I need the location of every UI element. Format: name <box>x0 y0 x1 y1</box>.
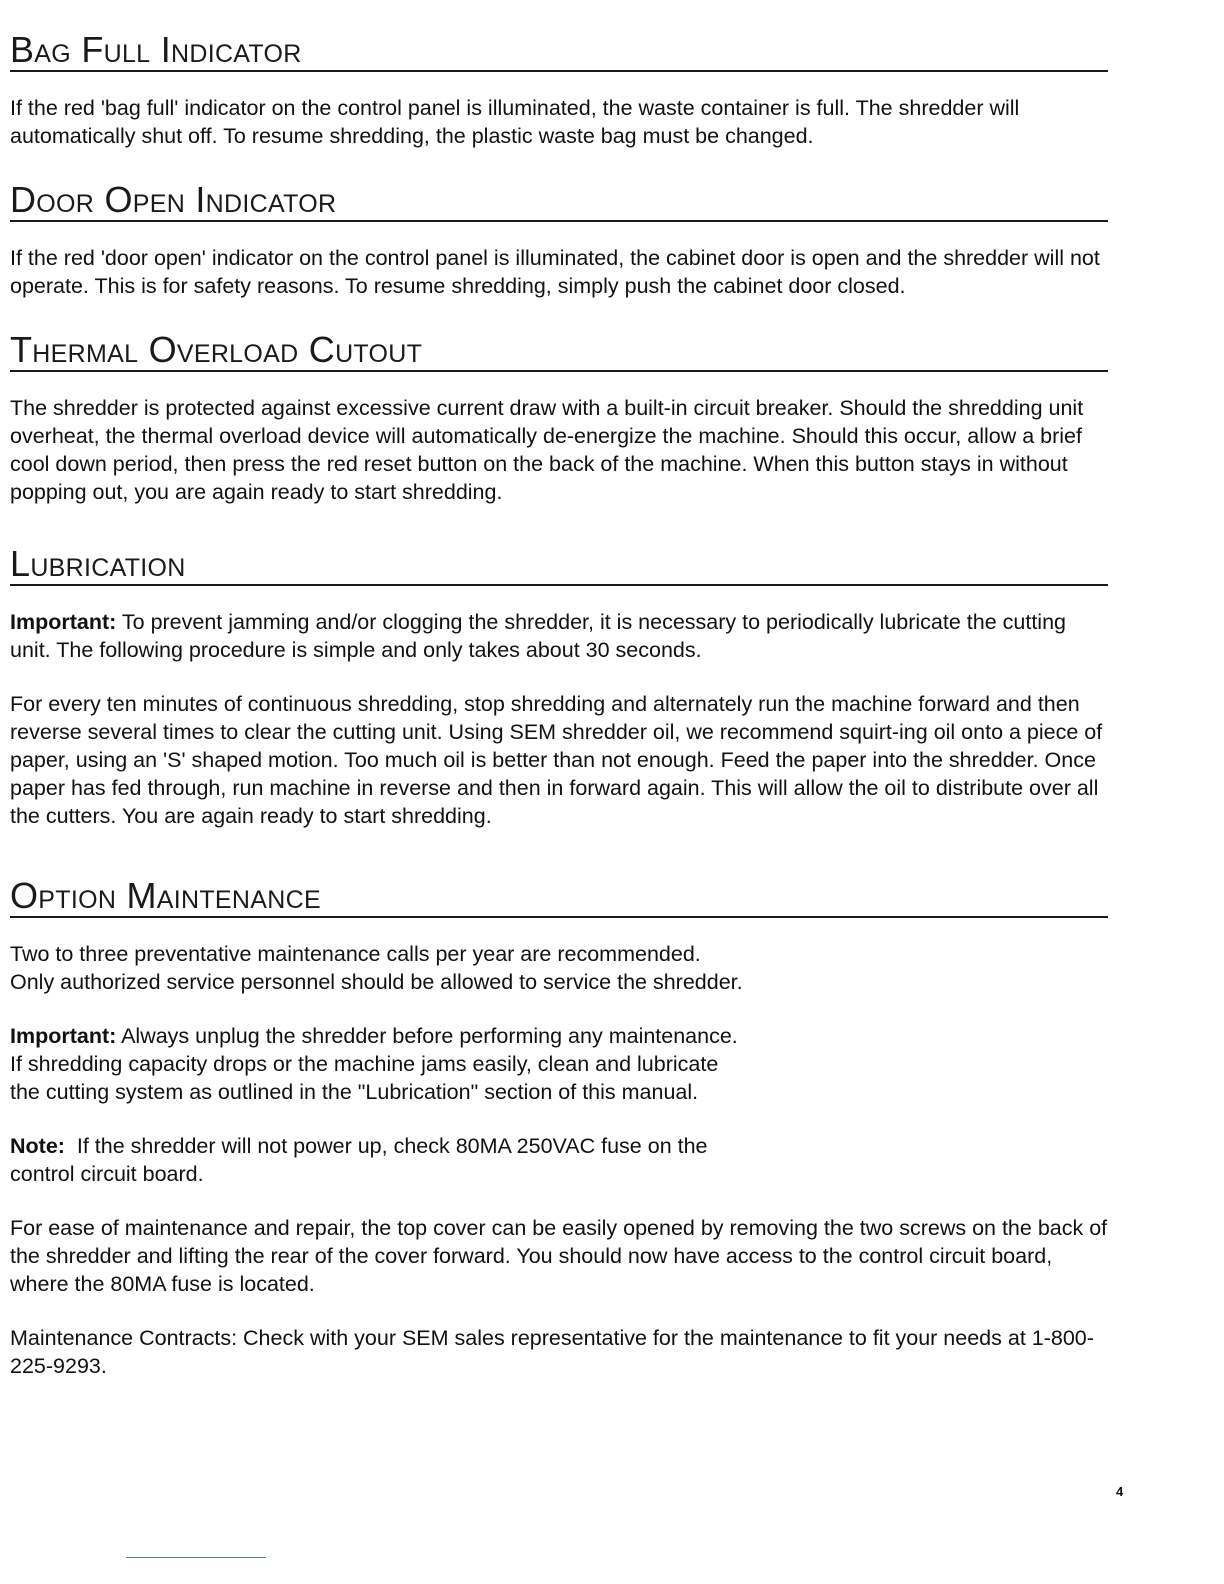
section-divider <box>10 370 1108 372</box>
decorative-line <box>126 1557 266 1558</box>
paragraph-maintenance-contracts: Maintenance Contracts: Check with your SEM sales representative for the maintenance to fit your needs at 1-800-225-9293. <box>10 1326 1094 1378</box>
paragraph-maintenance-intro <box>10 940 1108 996</box>
paragraph-door-open: If the red 'door open' indicator on the control panel is illuminated, the cabinet door is open and the shredder will not operate. This is for safety reasons. To resume shredding, simply push the cabinet door closed. <box>10 246 1100 298</box>
paragraph-maintenance-note <box>10 1132 1108 1188</box>
section-door-open <box>10 180 1108 300</box>
paragraph-maintenance-important <box>10 1022 1108 1106</box>
section-divider <box>10 220 1108 222</box>
paragraph-thermal-overload: The shredder is protected against excessive current draw with a built-in circuit breaker. Should the shredding unit overheat, the thermal overload device will automatically de-energize the machine. Should this occur, allow a brief cool down period, then press the red reset button on the back of the machine. When this button stays in without popping out, you are again ready to start shredding. <box>10 396 1084 504</box>
note-label: Note: <box>10 1134 65 1158</box>
important-line-3: the cutting system as outlined in the "Lubrication" section of this manual. <box>10 1080 699 1104</box>
section-title-option-maintenance: Option Maintenance <box>10 875 321 916</box>
paragraph-lubrication-important <box>10 608 1108 664</box>
section-title-door-open: Door Open Indicator <box>10 179 337 220</box>
section-divider <box>10 70 1108 72</box>
important-label: Important: <box>10 610 117 634</box>
paragraph-bag-full: If the red 'bag full' indicator on the control panel is illuminated, the waste container is full. The shredder will automatically shut off. To resume shredding, the plastic waste bag must be changed. <box>10 96 1020 148</box>
note-line-1: If the shredder will not power up, check 80MA 250VAC fuse on the <box>64 1134 708 1158</box>
section-bag-full <box>10 30 1108 150</box>
paragraph-lubrication-procedure: For every ten minutes of continuous shredding, stop shredding and alternately run the machine forward and then reverse several times to clear the cutting unit. Using SEM shredder oil, we recommend squirt-ing oil onto a piece of paper, using an 'S' shaped motion. Too much oil is better than not enough. Feed the paper into the shredder. Once paper has fed through, run machine in reverse and then in forward again. This will allow the oil to distribute over all the cutters. You are again ready to start shredding. <box>10 692 1103 828</box>
page-number: 4 <box>1116 1484 1124 1499</box>
section-lubrication <box>10 544 1108 830</box>
important-line-2: If shredding capacity drops or the machine jams easily, clean and lubricate <box>10 1052 719 1076</box>
section-thermal-overload <box>10 330 1108 506</box>
important-line-1: Always unplug the shredder before performing any maintenance. <box>116 1024 738 1048</box>
section-title-bag-full: Bag Full Indicator <box>10 29 302 70</box>
manual-page <box>10 30 1108 1406</box>
intro-line-2: Only authorized service personnel should be allowed to service the shredder. <box>10 970 743 994</box>
section-divider <box>10 916 1108 918</box>
section-title-thermal-overload: Thermal Overload Cutout <box>10 329 423 370</box>
intro-line-1: Two to three preventative maintenance calls per year are recommended. <box>10 942 701 966</box>
section-option-maintenance <box>10 876 1108 1380</box>
section-divider <box>10 584 1108 586</box>
note-line-2: control circuit board. <box>10 1162 204 1186</box>
important-label: Important: <box>10 1024 117 1048</box>
paragraph-maintenance-access: For ease of maintenance and repair, the top cover can be easily opened by removing the two screws on the back of the shredder and lifting the rear of the cover forward. You should now have access to the control circuit board, where the 80MA fuse is located. <box>10 1216 1108 1296</box>
important-text: To prevent jamming and/or clogging the shredder, it is necessary to periodically lubricate the cutting unit. The following procedure is simple and only takes about 30 seconds. <box>10 610 1067 662</box>
section-title-lubrication: Lubrication <box>10 543 186 584</box>
